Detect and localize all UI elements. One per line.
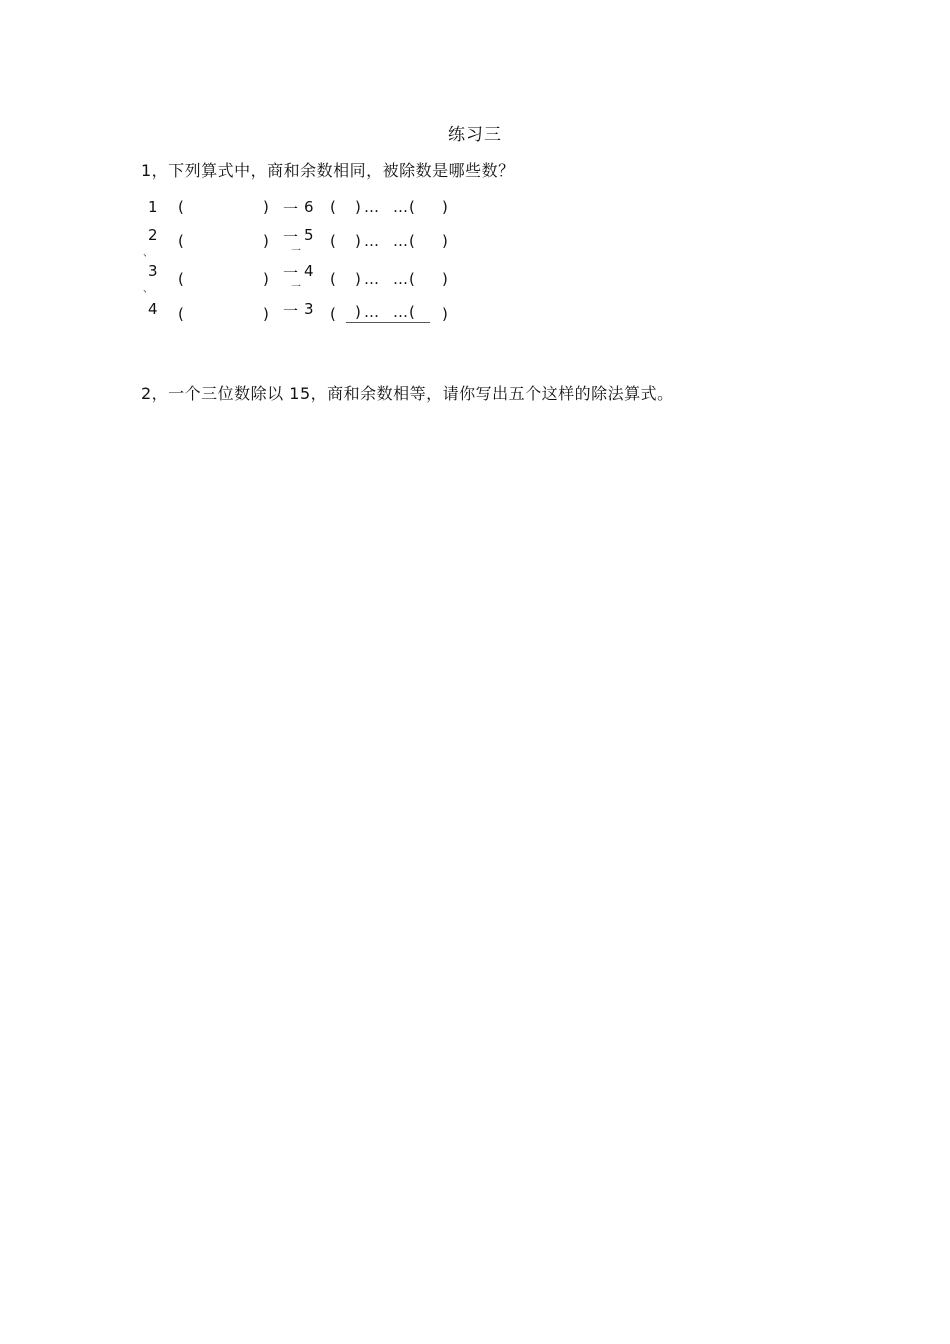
remainder-close-paren: ) [442,305,448,323]
dividend-open-paren: ( [178,305,184,323]
dividend-open-paren: ( [178,270,184,288]
division-row-3 [0,262,950,295]
remainder-open-paren: ( [409,303,415,321]
remainder-close-paren: ) [442,270,448,288]
quotient-open-paren: ( [330,305,336,323]
answer-underline [346,322,430,323]
quotient-close-paren: ) [355,303,361,321]
row-number: 4 [148,300,158,318]
dividend-open-paren: ( [178,198,184,216]
ellipsis-2: … [393,232,408,250]
ellipsis-1: … [364,232,379,250]
remainder-open-paren: ( [409,232,415,250]
row-number-mark: 、 [143,248,153,259]
remainder-open-paren: ( [409,198,415,216]
page-title [0,120,950,145]
quotient-close-paren: ) [355,232,361,250]
ellipsis-2: … [393,198,408,216]
ellipsis-1: … [364,303,379,321]
division-row-2 [0,226,950,259]
quotient-open-paren: ( [330,198,336,216]
dividend-close-paren: ) [263,232,269,250]
ellipsis-1: … [364,270,379,288]
dividend-close-paren: ) [263,305,269,323]
page-title-text: 练习三 [448,125,502,145]
divisor: 3 [304,300,314,318]
divisor: 6 [304,198,314,216]
division-sign: 一 [283,264,299,282]
quotient-close-paren: ) [355,270,361,288]
division-row-4 [0,300,950,328]
ellipsis-1: … [364,198,379,216]
dividend-close-paren: ) [263,270,269,288]
remainder-open-paren: ( [409,270,415,288]
question-1-text: 1，下列算式中，商和余数相同，被除数是哪些数？ [141,161,515,180]
divisor: 5 [304,226,314,244]
row-number-mark: 、 [143,284,153,295]
ellipsis-2: … [393,303,408,321]
division-sign-sub: 一 [291,246,301,257]
dividend-close-paren: ) [263,198,269,216]
divisor: 4 [304,262,314,280]
ellipsis-2: … [393,270,408,288]
division-sign: 一 [283,302,299,320]
division-row-1 [0,198,950,226]
division-sign: 一 [283,228,299,246]
question-2-text: 2，一个三位数除以 15，商和余数相等，请你写出五个这样的除法算式。 [141,384,674,403]
row-number: 3 [148,262,158,280]
dividend-open-paren: ( [178,232,184,250]
quotient-close-paren: ) [355,198,361,216]
row-number: 2 [148,226,158,244]
remainder-close-paren: ) [442,232,448,250]
quotient-open-paren: ( [330,232,336,250]
division-sign-sub: 一 [291,282,301,293]
division-sign: 一 [283,200,299,218]
row-number: 1 [148,198,158,216]
quotient-open-paren: ( [330,270,336,288]
remainder-close-paren: ) [442,198,448,216]
